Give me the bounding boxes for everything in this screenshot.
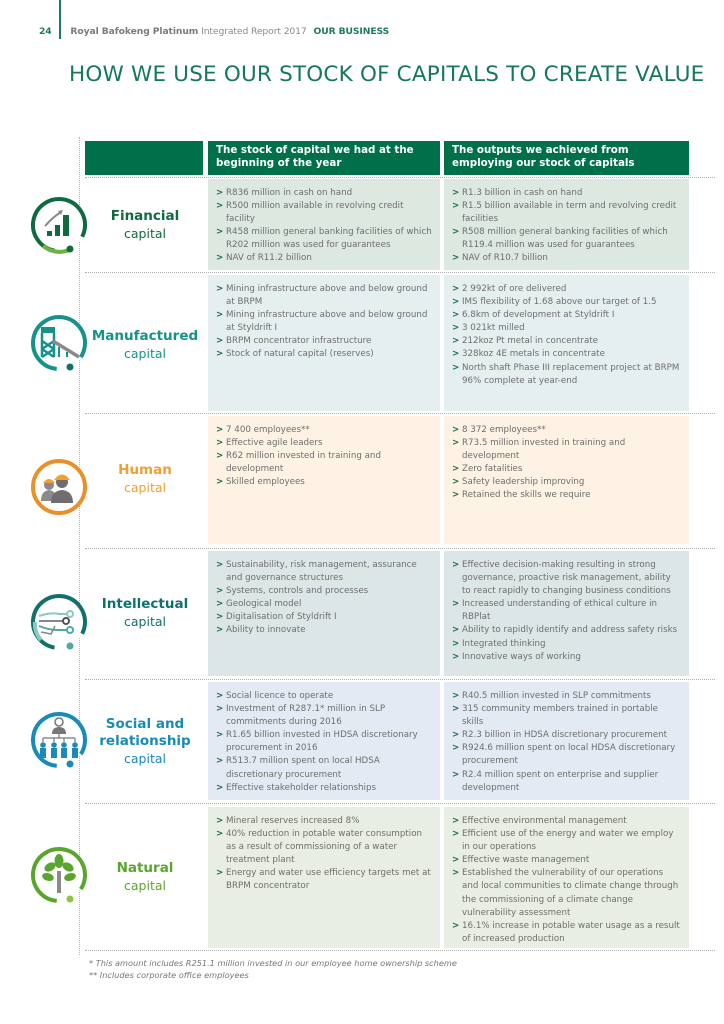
page-title: HOW WE USE OUR STOCK OF CAPITALS TO CREATE VALUE [69, 62, 705, 87]
list-item: > R2.4 million spent on enterprise and supplier development [452, 769, 681, 795]
list-item: > R2.3 billion in HDSA discretionary procurement [452, 729, 681, 742]
divider [85, 803, 715, 804]
list-item: > R1.5 billion available in term and revolving credit facilities [452, 200, 681, 226]
list-item: > 16.1% increase in potable water usage as a result of increased production [452, 920, 681, 946]
list-item: > BRPM concentrator infrastructure [216, 335, 432, 348]
list-item: > 6.8km of development at Styldrift I [452, 309, 681, 322]
column-header-stock: The stock of capital we had at the beginning of the year [208, 141, 440, 175]
community-network-icon [27, 708, 91, 772]
list-item: > 212koz Pt metal in concentrate [452, 335, 681, 348]
output-cell-natural [444, 807, 689, 948]
list-item: > Integrated thinking [452, 638, 681, 651]
list-item: > Ability to rapidly identify and address safety risks [452, 624, 681, 637]
output-cell-human [444, 416, 689, 544]
footnote-1: * This amount includes R251.1 million invested in our employee home ownership scheme [89, 958, 457, 968]
column-header-outputs: The outputs we achieved from employing our stock of capitals [444, 141, 689, 175]
list-item: > IMS flexibility of 1.68 above our target of 1.5 [452, 296, 681, 309]
list-item: > Safety leadership improving [452, 476, 681, 489]
workers-hardhat-icon [27, 455, 91, 519]
list-item: > Stock of natural capital (reserves) [216, 348, 432, 361]
list-item: > Ability to innovate [216, 624, 432, 637]
list-item: > Effective environmental management [452, 815, 681, 828]
list-item: > R836 million in cash on hand [216, 187, 432, 200]
list-item: > Zero fatalities [452, 463, 681, 476]
list-item: > Established the vulnerability of our operations and local communities to climate change through the commissioning of a climate change vulnerability assessment [452, 867, 681, 919]
list-item: > R1.65 billion invested in HDSA discretionary procurement in 2016 [216, 729, 432, 755]
list-item: > 2 992kt of ore delivered [452, 283, 681, 296]
stock-cell-financial [208, 179, 440, 270]
list-item: > Effective waste management [452, 854, 681, 867]
list-item: > R924.6 million spent on local HDSA discretionary procurement [452, 742, 681, 768]
list-item: > Geological model [216, 598, 432, 611]
brand-name: Royal Bafokeng Platinum [70, 26, 199, 37]
list-item: > Mineral reserves increased 8% [216, 815, 432, 828]
list-item: > R500 million available in revolving credit facility [216, 200, 432, 226]
tree-icon [27, 843, 91, 907]
capital-label-social: Social and relationship capital [99, 716, 191, 766]
divider [85, 950, 715, 951]
mine-headgear-icon [27, 311, 91, 375]
divider [85, 413, 715, 414]
footnote-2: ** Includes corporate office employees [89, 970, 249, 980]
list-item: > Efficient use of the energy and water we employ in our operations [452, 828, 681, 854]
capital-label-human: Human capital [118, 462, 172, 495]
list-item: > Social licence to operate [216, 690, 432, 703]
output-cell-manufactured [444, 275, 689, 411]
stock-cell-manufactured [208, 275, 440, 411]
stock-cell-human [208, 416, 440, 544]
divider [85, 679, 715, 680]
divider [85, 177, 715, 178]
output-cell-financial [444, 179, 689, 270]
list-item: > R62 million invested in training and development [216, 450, 432, 476]
list-item: > 328koz 4E metals in concentrate [452, 348, 681, 361]
list-item: > Effective decision-making resulting in strong governance, proactive risk management, ability to react rapidly to changing business conditions [452, 559, 681, 598]
list-item: > Skilled employees [216, 476, 432, 489]
section-name: OUR BUSINESS [313, 26, 390, 37]
list-item: > R1.3 billion in cash on hand [452, 187, 681, 200]
list-item: > R73.5 million invested in training and development [452, 437, 681, 463]
list-item: > Systems, controls and processes [216, 585, 432, 598]
list-item: > Digitalisation of Styldrift I [216, 611, 432, 624]
list-item: > 8 372 employees** [452, 424, 681, 437]
list-item: > Innovative ways of working [452, 651, 681, 664]
capital-label-manufactured: Manufactured capital [91, 328, 199, 361]
output-cell-intellectual [444, 551, 689, 676]
circuit-icon [27, 590, 91, 654]
list-item: > Retained the skills we require [452, 489, 681, 502]
list-item: > R508 million general banking facilities of which R119.4 million was used for guarantees [452, 226, 681, 252]
report-name: Integrated Report 2017 [201, 26, 307, 37]
list-item: > NAV of R10.7 billion [452, 252, 681, 265]
column-header-blank [85, 141, 203, 175]
page-number: 24 [39, 26, 52, 37]
list-item: > Sustainability, risk management, assurance and governance structures [216, 559, 432, 585]
list-item: > Increased understanding of ethical culture in RBPlat [452, 598, 681, 624]
list-item: > Effective stakeholder relationships [216, 782, 432, 795]
list-item: > Energy and water use efficiency targets met at BRPM concentrator [216, 867, 432, 893]
capital-label-financial: Financial capital [110, 208, 180, 241]
output-cell-social [444, 682, 689, 800]
list-item: > 315 community members trained in portable skills [452, 703, 681, 729]
list-item: > R40.5 million invested in SLP commitments [452, 690, 681, 703]
stock-cell-natural [208, 807, 440, 948]
list-item: > R458 million general banking facilities of which R202 million was used for guarantees [216, 226, 432, 252]
list-item: > Effective agile leaders [216, 437, 432, 450]
divider [85, 548, 715, 549]
spine-line [79, 137, 80, 955]
page-header [39, 26, 389, 37]
list-item: > 3 021kt milled [452, 322, 681, 335]
list-item: > Mining infrastructure above and below ground at BRPM [216, 283, 432, 309]
list-item: > 7 400 employees** [216, 424, 432, 437]
list-item: > NAV of R11.2 billion [216, 252, 432, 265]
stock-cell-intellectual [208, 551, 440, 676]
divider [85, 272, 715, 273]
stock-cell-social [208, 682, 440, 800]
list-item: > Investment of R287.1* million in SLP commitments during 2016 [216, 703, 432, 729]
list-item: > 40% reduction in potable water consumption as a result of commissioning of a water treatment plant [216, 828, 432, 867]
capital-label-natural: Natural capital [116, 860, 174, 893]
list-item: > North shaft Phase III replacement project at BRPM 96% complete at year-end [452, 362, 681, 388]
capital-label-intellectual: Intellectual capital [101, 596, 189, 629]
list-item: > R513.7 million spent on local HDSA discretionary procurement [216, 755, 432, 781]
financial-chart-icon [27, 193, 91, 257]
list-item: > Mining infrastructure above and below ground at Styldrift I [216, 309, 432, 335]
